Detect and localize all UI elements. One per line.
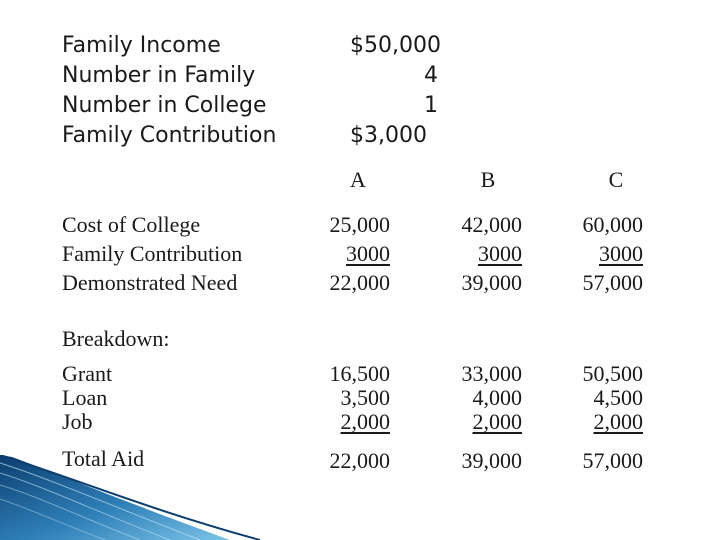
number-in-college-value: 1 xyxy=(424,93,438,118)
breakdown-labels xyxy=(62,362,112,434)
number-in-family-value: 4 xyxy=(424,63,438,88)
loan-label: Loan xyxy=(62,385,108,410)
need-labels xyxy=(62,210,242,297)
summary-labels xyxy=(62,31,276,151)
cost-of-college-label: Cost of College xyxy=(62,212,201,237)
need-column-a xyxy=(300,210,390,297)
job-b: 2,000 xyxy=(472,409,522,434)
demonstrated-need-label: Demonstrated Need xyxy=(62,270,238,295)
number-in-college-label: Number in College xyxy=(62,93,267,118)
job-c: 2,000 xyxy=(593,409,643,434)
contribution-c: 3000 xyxy=(599,241,643,266)
grant-a: 16,500 xyxy=(329,361,390,386)
corner-swoosh-decoration xyxy=(0,455,260,540)
breakdown-column-a xyxy=(300,362,390,434)
need-family-contribution-label: Family Contribution xyxy=(62,241,243,266)
need-b: 39,000 xyxy=(461,270,522,295)
breakdown-column-c xyxy=(553,362,643,434)
need-column-b xyxy=(432,210,522,297)
grant-c: 50,500 xyxy=(582,361,643,386)
need-a: 22,000 xyxy=(329,270,390,295)
cost-c: 60,000 xyxy=(582,212,643,237)
total-aid-label: Total Aid xyxy=(62,446,145,471)
cost-b: 42,000 xyxy=(461,212,522,237)
contribution-a: 3000 xyxy=(346,241,390,266)
number-in-family-label: Number in Family xyxy=(62,63,256,88)
breakdown-column-b xyxy=(432,362,522,434)
column-header-b: B xyxy=(480,167,496,192)
cost-a: 25,000 xyxy=(329,212,390,237)
column-header-a: A xyxy=(350,167,366,192)
column-header-c: C xyxy=(608,167,624,192)
total-a: 22,000 xyxy=(329,448,390,473)
grant-b: 33,000 xyxy=(461,361,522,386)
loan-a: 3,500 xyxy=(340,385,390,410)
summary-values xyxy=(340,31,456,151)
family-income-value: $50,000 xyxy=(350,33,441,58)
grant-label: Grant xyxy=(62,361,113,386)
loan-b: 4,000 xyxy=(472,385,522,410)
need-column-c xyxy=(553,210,643,297)
family-contribution-value: $3,000 xyxy=(350,123,427,148)
job-label: Job xyxy=(62,409,93,434)
loan-c: 4,500 xyxy=(593,385,643,410)
total-c: 57,000 xyxy=(582,448,643,473)
job-a: 2,000 xyxy=(340,409,390,434)
family-contribution-label: Family Contribution xyxy=(62,123,277,148)
contribution-b: 3000 xyxy=(478,241,522,266)
breakdown-heading: Breakdown: xyxy=(62,326,170,351)
need-c: 57,000 xyxy=(582,270,643,295)
family-income-label: Family Income xyxy=(62,33,221,58)
total-b: 39,000 xyxy=(461,448,522,473)
